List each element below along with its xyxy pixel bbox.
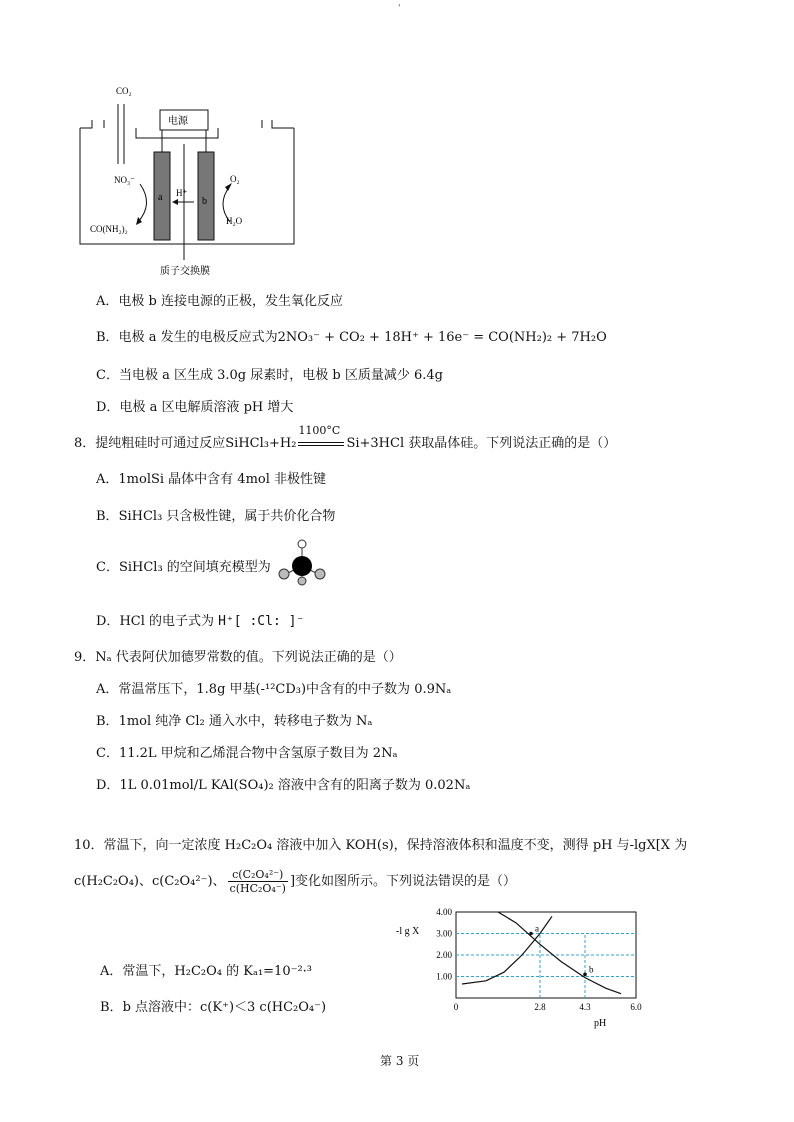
q10-stem-line2: c(H₂C₂O₄)、c(C₂O₄²⁻)、 $\frac{\text{c(C₂O₄²⁻)}}{\text{c(HC₂O₄⁻)}}$ ]变化如图所示。下列说法错误的是（）	[74, 868, 517, 895]
electrode-a-label: a	[158, 192, 163, 203]
point-b-label: b	[589, 964, 594, 975]
q8-option-b[interactable]: B．SiHCl₃ 只含极性键，属于共价化合物	[96, 509, 336, 524]
q7-option-a[interactable]: A．电极 b 连接电源的正极，发生氧化反应	[96, 294, 343, 309]
x-tick-label: 4.3	[579, 1002, 591, 1012]
page-number: 第 3 页	[380, 1054, 420, 1068]
hcl-electron-formula: H⁺[ :Cl: ]⁻	[218, 614, 305, 629]
q7-option-b[interactable]: B．电极 a 发生的电极反应式为2NO₃⁻ + CO₂ + 18H⁺ + 16e⁻ = CO(NH₂)₂ + 7H₂O	[96, 330, 607, 345]
membrane-label: 质子交换膜	[160, 266, 210, 277]
electrolysis-cell-diagram	[72, 84, 312, 284]
q9-option-b[interactable]: B．1mol 纯净 Cl₂ 通入水中，转移电子数为 Nₐ	[96, 714, 373, 729]
ph-lgx-chart	[390, 900, 650, 1030]
electrode-b-label: b	[202, 196, 207, 207]
space-filling-model-image	[272, 536, 332, 586]
nitrate-label: NO₃⁻	[114, 175, 135, 185]
header-mark: '	[398, 4, 401, 14]
q10-stem-line1: 10．常温下，向一定浓度 H₂C₂O₄ 溶液中加入 KOH(s)，保持溶液体积和温度不变，测得 pH 与-lgX[X 为	[74, 838, 688, 853]
q7-option-c[interactable]: C．当电极 a 区生成 3.0g 尿素时，电极 b 区质量减少 6.4g	[96, 368, 443, 383]
co2-label: CO₂	[116, 86, 132, 96]
q10-option-b[interactable]: B．b 点溶液中：c(K⁺)＜3 c(HC₂O₄⁻)	[100, 1000, 327, 1015]
q9-option-c[interactable]: C．11.2L 甲烷和乙烯混合物中含氢原子数目为 2Nₐ	[96, 746, 398, 761]
x-tick-label: 2.8	[534, 1002, 546, 1012]
q8-option-a[interactable]: A．1molSi 晶体中含有 4mol 非极性键	[96, 472, 327, 487]
q9-option-a[interactable]: A．常温常压下，1.8g 甲基(-¹²CD₃)中含有的中子数为 0.9Nₐ	[96, 682, 452, 697]
y-tick-label: 3.00	[436, 928, 452, 939]
urea-label: CO(NH₂)₂	[90, 224, 128, 234]
x-tick-label: 6.0	[630, 1002, 642, 1012]
q8-stem: 8．提纯粗硅时可通过反应SiHCl₃+H₂ 1100°C Si+3HCl 获取晶体硅。下列说法正确的是（）	[74, 424, 617, 451]
proton-label: H⁺	[176, 188, 188, 198]
q9-option-d[interactable]: D．1L 0.01mol/L KAl(SO₄)₂ 溶液中含有的阳离子数为 0.02Nₐ	[96, 778, 471, 793]
point-a-label: a	[535, 923, 539, 934]
q10-option-a[interactable]: A．常温下，H₂C₂O₄ 的 Kₐ₁=10⁻²·³	[100, 964, 313, 979]
q8-option-c[interactable]: C．SiHCl₃ 的空间填充模型为	[96, 560, 271, 575]
y-axis-label: -l g X	[396, 926, 420, 937]
series-line-2	[498, 912, 621, 994]
y-tick-label: 4.00	[436, 907, 452, 917]
y-tick-label: 1.00	[436, 971, 452, 982]
x-tick-label: 0	[453, 1002, 459, 1012]
q8-option-d[interactable]: D．HCl 的电子式为 H⁺[ :Cl: ]⁻	[96, 614, 305, 629]
q7-option-d[interactable]: D．电极 a 区电解质溶液 pH 增大	[96, 400, 294, 415]
ratio-fraction: $\frac{\text{c(C₂O₄²⁻)}}{\text{c(HC₂O₄⁻)}}$	[229, 868, 286, 895]
q9-stem: 9．Nₐ 代表阿伏加德罗常数的值。下列说法正确的是（）	[74, 650, 402, 665]
oxygen-label: O₂	[230, 174, 240, 184]
y-tick-label: 2.00	[436, 950, 452, 960]
reaction-condition: 1100°C	[298, 424, 341, 437]
power-source-label: 电源	[168, 116, 188, 127]
point-a-marker	[529, 932, 533, 936]
x-axis-label: pH	[594, 1018, 607, 1029]
water-label: H₂O	[226, 216, 243, 226]
point-b-marker	[583, 973, 587, 977]
